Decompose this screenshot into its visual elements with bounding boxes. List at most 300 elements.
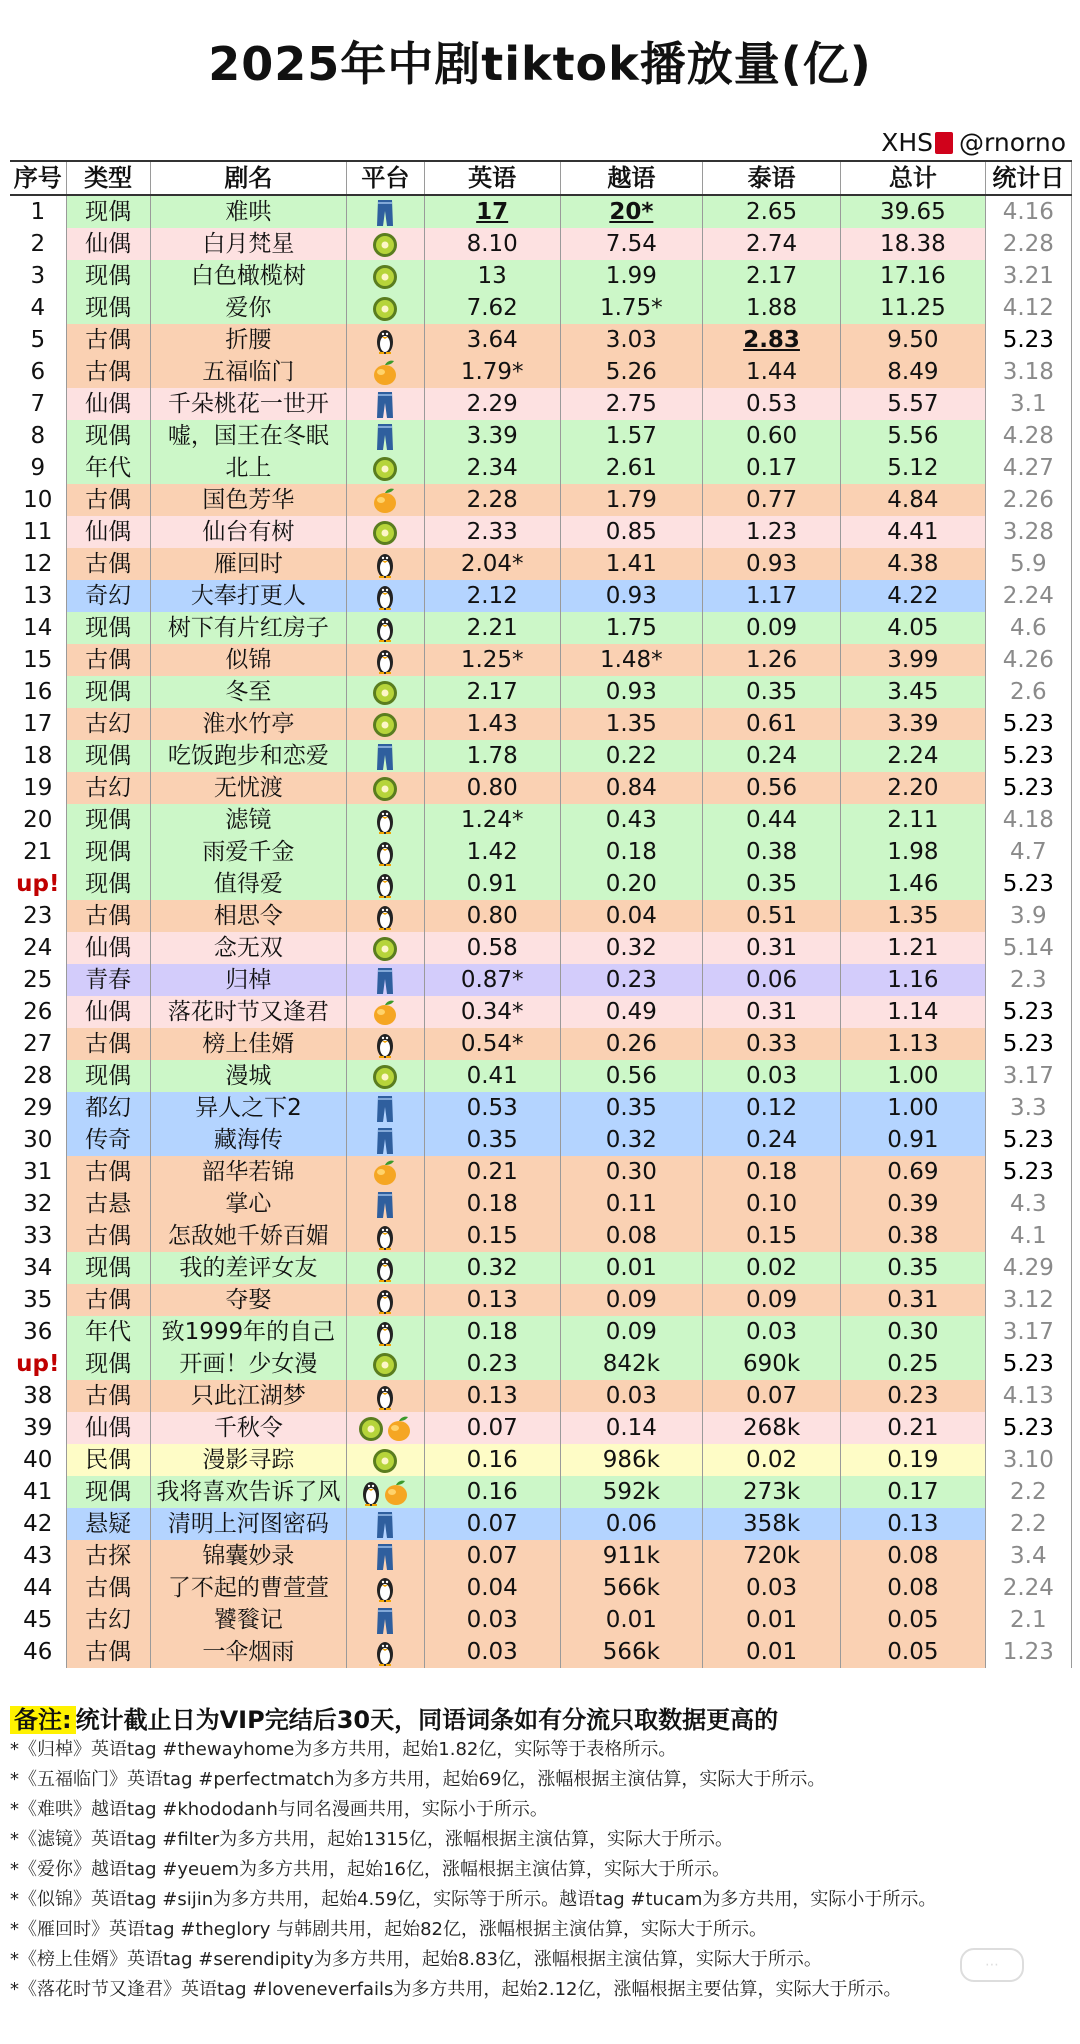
row-genre: 现偶 xyxy=(66,1476,150,1508)
row-title: 了不起的曹萱萱 xyxy=(150,1572,346,1604)
row-thai: 0.35 xyxy=(703,868,841,900)
table-row xyxy=(10,516,1072,548)
tencent-penguin-icon xyxy=(374,1255,396,1281)
row-index: 1 xyxy=(10,195,66,228)
row-date: 5.23 xyxy=(985,708,1071,740)
row-index: 44 xyxy=(10,1572,66,1604)
row-index: 14 xyxy=(10,612,66,644)
row-title: 吃饭跑步和恋爱 xyxy=(150,740,346,772)
row-title: 漫城 xyxy=(150,1060,346,1092)
row-english: 0.87* xyxy=(424,964,560,996)
row-platform xyxy=(347,1572,425,1604)
row-vietnamese: 0.23 xyxy=(560,964,702,996)
table-row xyxy=(10,580,1072,612)
row-platform xyxy=(347,1220,425,1252)
iqiyi-kiwi-icon xyxy=(371,1063,399,1089)
note-line: *《难哄》越语tag #khododanh与同名漫画共用，实际小于所示。 xyxy=(10,1799,548,1820)
row-title: 归棹 xyxy=(150,964,346,996)
row-thai: 0.15 xyxy=(703,1220,841,1252)
row-title: 白月梵星 xyxy=(150,228,346,260)
mango-tv-icon xyxy=(371,999,399,1025)
row-title: 大奉打更人 xyxy=(150,580,346,612)
credit-handle: @rnorno xyxy=(959,128,1066,157)
col-header: 总计 xyxy=(841,161,986,195)
row-thai: 2.83 xyxy=(703,324,841,356)
row-english: 13 xyxy=(424,260,560,292)
watermark-icon: ⋯ xyxy=(960,1948,1024,1982)
row-platform xyxy=(347,1124,425,1156)
row-vietnamese: 0.09 xyxy=(560,1284,702,1316)
row-total: 5.57 xyxy=(841,388,986,420)
note-line: *《似锦》英语tag #sijin为多方共用，起始4.59亿，实际等于所示。越语tag #tucam为多方共用，实际小于所示。 xyxy=(10,1889,937,1910)
row-vietnamese: 2.75 xyxy=(560,388,702,420)
row-vietnamese: 0.93 xyxy=(560,580,702,612)
mango-tv-icon xyxy=(385,1415,413,1441)
table-row xyxy=(10,1636,1072,1668)
table-row xyxy=(10,1380,1072,1412)
row-platform xyxy=(347,900,425,932)
row-genre: 古偶 xyxy=(66,1380,150,1412)
table-row xyxy=(10,1508,1072,1540)
note-line: *《五福临门》英语tag #perfectmatch为多方共用，起始69亿，涨幅根据主演估算，实际大于所示。 xyxy=(10,1769,826,1790)
row-date: 3.10 xyxy=(985,1444,1071,1476)
table-row xyxy=(10,356,1072,388)
row-date: 2.6 xyxy=(985,676,1071,708)
table-row xyxy=(10,1028,1072,1060)
row-total: 0.05 xyxy=(841,1636,986,1668)
row-vietnamese: 0.35 xyxy=(560,1092,702,1124)
row-total: 0.08 xyxy=(841,1540,986,1572)
row-date: 5.23 xyxy=(985,1156,1071,1188)
youku-jeans-icon xyxy=(376,391,394,417)
row-title: 似锦 xyxy=(150,644,346,676)
row-thai: 0.60 xyxy=(703,420,841,452)
row-date: 3.3 xyxy=(985,1092,1071,1124)
tencent-penguin-icon xyxy=(374,903,396,929)
tencent-penguin-icon xyxy=(374,1383,396,1409)
row-platform xyxy=(347,292,425,324)
row-vietnamese: 0.26 xyxy=(560,1028,702,1060)
row-platform xyxy=(347,836,425,868)
row-total: 0.25 xyxy=(841,1348,986,1380)
row-english: 3.39 xyxy=(424,420,560,452)
row-english: 1.78 xyxy=(424,740,560,772)
row-total: 0.69 xyxy=(841,1156,986,1188)
row-english: 0.91 xyxy=(424,868,560,900)
row-thai: 0.77 xyxy=(703,484,841,516)
row-date: 5.23 xyxy=(985,1124,1071,1156)
row-date: 5.23 xyxy=(985,1412,1071,1444)
row-english: 0.32 xyxy=(424,1252,560,1284)
iqiyi-kiwi-icon xyxy=(371,935,399,961)
row-total: 0.31 xyxy=(841,1284,986,1316)
row-title: 雁回时 xyxy=(150,548,346,580)
row-english: 2.04* xyxy=(424,548,560,580)
row-index: 29 xyxy=(10,1092,66,1124)
row-title: 淮水竹亭 xyxy=(150,708,346,740)
row-date: 4.3 xyxy=(985,1188,1071,1220)
row-genre: 古探 xyxy=(66,1540,150,1572)
row-genre: 古偶 xyxy=(66,484,150,516)
row-date: 1.23 xyxy=(985,1636,1071,1668)
row-title: 爱你 xyxy=(150,292,346,324)
row-platform xyxy=(347,1284,425,1316)
row-vietnamese: 0.01 xyxy=(560,1604,702,1636)
row-title: 雨爱千金 xyxy=(150,836,346,868)
row-english: 0.54* xyxy=(424,1028,560,1060)
table-row xyxy=(10,1156,1072,1188)
row-vietnamese: 0.22 xyxy=(560,740,702,772)
row-english: 0.15 xyxy=(424,1220,560,1252)
row-total: 1.35 xyxy=(841,900,986,932)
table-row xyxy=(10,1412,1072,1444)
row-genre: 年代 xyxy=(66,452,150,484)
tencent-penguin-icon xyxy=(374,1031,396,1057)
row-thai: 0.51 xyxy=(703,900,841,932)
row-genre: 古幻 xyxy=(66,772,150,804)
row-title: 开画！少女漫 xyxy=(150,1348,346,1380)
iqiyi-kiwi-icon xyxy=(357,1415,385,1441)
row-thai: 0.02 xyxy=(703,1252,841,1284)
row-platform xyxy=(347,676,425,708)
table-row xyxy=(10,804,1072,836)
row-english: 0.58 xyxy=(424,932,560,964)
row-total: 0.39 xyxy=(841,1188,986,1220)
row-title: 榜上佳婿 xyxy=(150,1028,346,1060)
row-vietnamese: 911k xyxy=(560,1540,702,1572)
row-index: 46 xyxy=(10,1636,66,1668)
row-platform xyxy=(347,1508,425,1540)
row-total: 0.13 xyxy=(841,1508,986,1540)
row-date: 4.13 xyxy=(985,1380,1071,1412)
row-title: 韶华若锦 xyxy=(150,1156,346,1188)
row-title: 难哄 xyxy=(150,195,346,228)
row-platform xyxy=(347,228,425,260)
row-total: 0.21 xyxy=(841,1412,986,1444)
row-thai: 0.93 xyxy=(703,548,841,580)
row-english: 7.62 xyxy=(424,292,560,324)
tencent-penguin-icon xyxy=(374,327,396,353)
row-vietnamese: 566k xyxy=(560,1636,702,1668)
row-thai: 2.65 xyxy=(703,195,841,228)
row-thai: 0.44 xyxy=(703,804,841,836)
row-platform xyxy=(347,356,425,388)
table-row xyxy=(10,932,1072,964)
row-total: 4.41 xyxy=(841,516,986,548)
row-english: 0.18 xyxy=(424,1188,560,1220)
row-date: 5.23 xyxy=(985,772,1071,804)
row-platform xyxy=(347,1092,425,1124)
row-vietnamese: 986k xyxy=(560,1444,702,1476)
table-row xyxy=(10,1444,1072,1476)
iqiyi-kiwi-icon xyxy=(371,519,399,545)
row-platform xyxy=(347,452,425,484)
row-total: 1.00 xyxy=(841,1060,986,1092)
row-date: 3.18 xyxy=(985,356,1071,388)
youku-jeans-icon xyxy=(376,199,394,225)
table-row xyxy=(10,740,1072,772)
youku-jeans-icon xyxy=(376,967,394,993)
table-row xyxy=(10,1188,1072,1220)
row-english: 0.07 xyxy=(424,1508,560,1540)
row-index: 11 xyxy=(10,516,66,548)
row-vietnamese: 2.61 xyxy=(560,452,702,484)
row-vietnamese: 842k xyxy=(560,1348,702,1380)
row-index: 10 xyxy=(10,484,66,516)
row-genre: 古偶 xyxy=(66,1572,150,1604)
row-index: 7 xyxy=(10,388,66,420)
row-vietnamese: 0.01 xyxy=(560,1252,702,1284)
row-title: 冬至 xyxy=(150,676,346,708)
row-vietnamese: 0.09 xyxy=(560,1316,702,1348)
row-thai: 0.38 xyxy=(703,836,841,868)
tencent-penguin-icon xyxy=(374,839,396,865)
row-thai: 0.24 xyxy=(703,1124,841,1156)
row-platform xyxy=(347,324,425,356)
row-platform xyxy=(347,1412,425,1444)
row-index: 17 xyxy=(10,708,66,740)
tencent-penguin-icon xyxy=(360,1479,382,1505)
row-vietnamese: 5.26 xyxy=(560,356,702,388)
row-index: 43 xyxy=(10,1540,66,1572)
table-row xyxy=(10,292,1072,324)
row-english: 0.80 xyxy=(424,900,560,932)
row-english: 0.04 xyxy=(424,1572,560,1604)
row-date: 5.23 xyxy=(985,1348,1071,1380)
row-title: 五福临门 xyxy=(150,356,346,388)
row-genre: 古偶 xyxy=(66,1284,150,1316)
notes-header xyxy=(10,1700,1070,1735)
row-genre: 古偶 xyxy=(66,1028,150,1060)
row-total: 17.16 xyxy=(841,260,986,292)
row-genre: 青春 xyxy=(66,964,150,996)
row-total: 5.56 xyxy=(841,420,986,452)
row-index: 13 xyxy=(10,580,66,612)
row-genre: 古偶 xyxy=(66,324,150,356)
row-title: 无忧渡 xyxy=(150,772,346,804)
iqiyi-kiwi-icon xyxy=(371,455,399,481)
row-date: 3.12 xyxy=(985,1284,1071,1316)
row-date: 4.1 xyxy=(985,1220,1071,1252)
row-platform xyxy=(347,740,425,772)
row-platform xyxy=(347,964,425,996)
row-total: 0.91 xyxy=(841,1124,986,1156)
row-genre: 民偶 xyxy=(66,1444,150,1476)
row-platform xyxy=(347,644,425,676)
ranking-table xyxy=(10,160,1072,1668)
row-date: 5.23 xyxy=(985,1028,1071,1060)
row-platform xyxy=(347,1252,425,1284)
row-index: 32 xyxy=(10,1188,66,1220)
notes-section xyxy=(10,1700,1070,2005)
row-genre: 仙偶 xyxy=(66,228,150,260)
row-title: 清明上河图密码 xyxy=(150,1508,346,1540)
row-index: 16 xyxy=(10,676,66,708)
row-english: 0.07 xyxy=(424,1412,560,1444)
row-english: 1.79* xyxy=(424,356,560,388)
tencent-penguin-icon xyxy=(374,1575,396,1601)
row-thai: 0.01 xyxy=(703,1636,841,1668)
iqiyi-kiwi-icon xyxy=(371,679,399,705)
table-row xyxy=(10,772,1072,804)
row-date: 2.2 xyxy=(985,1476,1071,1508)
row-genre: 现偶 xyxy=(66,676,150,708)
row-date: 3.1 xyxy=(985,388,1071,420)
row-english: 0.03 xyxy=(424,1636,560,1668)
row-total: 0.23 xyxy=(841,1380,986,1412)
note-line: *《爱你》越语tag #yeuem为多方共用，起始16亿，涨幅根据主演估算，实际大于所示。 xyxy=(10,1859,730,1880)
iqiyi-kiwi-icon xyxy=(371,295,399,321)
row-english: 2.21 xyxy=(424,612,560,644)
row-vietnamese: 1.57 xyxy=(560,420,702,452)
table-row xyxy=(10,900,1072,932)
table-row xyxy=(10,452,1072,484)
row-vietnamese: 0.06 xyxy=(560,1508,702,1540)
row-date: 5.23 xyxy=(985,740,1071,772)
row-index: 21 xyxy=(10,836,66,868)
row-platform xyxy=(347,1380,425,1412)
row-title: 夺娶 xyxy=(150,1284,346,1316)
tencent-penguin-icon xyxy=(374,1639,396,1665)
row-english: 2.34 xyxy=(424,452,560,484)
youku-jeans-icon xyxy=(376,1607,394,1633)
row-date: 4.27 xyxy=(985,452,1071,484)
row-title: 锦囊妙录 xyxy=(150,1540,346,1572)
row-title: 念无双 xyxy=(150,932,346,964)
col-header: 统计日 xyxy=(985,161,1071,195)
row-english: 0.16 xyxy=(424,1444,560,1476)
row-platform xyxy=(347,1316,425,1348)
row-genre: 现偶 xyxy=(66,292,150,324)
youku-jeans-icon xyxy=(376,423,394,449)
row-title: 藏海传 xyxy=(150,1124,346,1156)
row-title: 致1999年的自己 xyxy=(150,1316,346,1348)
note-line: *《落花时节又逢君》英语tag #loveneverfails为多方共用，起始2.12亿，涨幅根据主要估算，实际大于所示。 xyxy=(10,1979,902,2000)
row-date: 2.1 xyxy=(985,1604,1071,1636)
tencent-penguin-icon xyxy=(374,615,396,641)
row-index: 34 xyxy=(10,1252,66,1284)
row-total: 0.19 xyxy=(841,1444,986,1476)
row-genre: 古幻 xyxy=(66,1604,150,1636)
row-genre: 现偶 xyxy=(66,195,150,228)
youku-jeans-icon xyxy=(376,1191,394,1217)
youku-jeans-icon xyxy=(376,1127,394,1153)
row-thai: 0.10 xyxy=(703,1188,841,1220)
row-platform xyxy=(347,1188,425,1220)
table-row xyxy=(10,1124,1072,1156)
row-thai: 0.03 xyxy=(703,1060,841,1092)
table-row xyxy=(10,548,1072,580)
row-title: 一伞烟雨 xyxy=(150,1636,346,1668)
row-thai: 1.17 xyxy=(703,580,841,612)
row-vietnamese: 3.03 xyxy=(560,324,702,356)
row-total: 4.22 xyxy=(841,580,986,612)
credit xyxy=(881,128,1066,157)
row-title: 相思令 xyxy=(150,900,346,932)
row-date: 3.4 xyxy=(985,1540,1071,1572)
row-platform xyxy=(347,868,425,900)
table-row xyxy=(10,964,1072,996)
mango-tv-icon xyxy=(371,1159,399,1185)
row-date: 2.3 xyxy=(985,964,1071,996)
row-date: 4.16 xyxy=(985,195,1071,228)
row-english: 0.21 xyxy=(424,1156,560,1188)
row-platform xyxy=(347,580,425,612)
row-genre: 古偶 xyxy=(66,1220,150,1252)
row-total: 3.99 xyxy=(841,644,986,676)
row-english: 0.13 xyxy=(424,1380,560,1412)
row-genre: 仙偶 xyxy=(66,932,150,964)
row-platform xyxy=(347,1156,425,1188)
row-genre: 仙偶 xyxy=(66,388,150,420)
row-index: up! xyxy=(10,868,66,900)
row-genre: 现偶 xyxy=(66,868,150,900)
row-thai: 0.06 xyxy=(703,964,841,996)
row-index: 27 xyxy=(10,1028,66,1060)
row-title: 漫影寻踪 xyxy=(150,1444,346,1476)
row-index: 15 xyxy=(10,644,66,676)
row-vietnamese: 7.54 xyxy=(560,228,702,260)
row-total: 2.20 xyxy=(841,772,986,804)
credit-source: XHS xyxy=(881,128,934,157)
row-genre: 现偶 xyxy=(66,260,150,292)
row-total: 0.38 xyxy=(841,1220,986,1252)
row-genre: 年代 xyxy=(66,1316,150,1348)
tencent-penguin-icon xyxy=(374,807,396,833)
row-english: 2.28 xyxy=(424,484,560,516)
row-thai: 0.17 xyxy=(703,452,841,484)
row-index: 42 xyxy=(10,1508,66,1540)
row-title: 仙台有树 xyxy=(150,516,346,548)
row-total: 3.45 xyxy=(841,676,986,708)
row-index: 39 xyxy=(10,1412,66,1444)
row-total: 2.24 xyxy=(841,740,986,772)
row-title: 落花时节又逢君 xyxy=(150,996,346,1028)
row-genre: 都幻 xyxy=(66,1092,150,1124)
row-index: 33 xyxy=(10,1220,66,1252)
row-genre: 古偶 xyxy=(66,1636,150,1668)
row-vietnamese: 1.75* xyxy=(560,292,702,324)
table-row xyxy=(10,644,1072,676)
row-index: 28 xyxy=(10,1060,66,1092)
row-date: 3.9 xyxy=(985,900,1071,932)
row-date: 5.23 xyxy=(985,996,1071,1028)
row-title: 嘘，国王在冬眠 xyxy=(150,420,346,452)
col-header: 序号 xyxy=(10,161,66,195)
iqiyi-kiwi-icon xyxy=(371,711,399,737)
row-total: 4.05 xyxy=(841,612,986,644)
row-index: 24 xyxy=(10,932,66,964)
table-row xyxy=(10,324,1072,356)
row-thai: 358k xyxy=(703,1508,841,1540)
row-date: 4.7 xyxy=(985,836,1071,868)
row-total: 0.35 xyxy=(841,1252,986,1284)
row-platform xyxy=(347,1540,425,1572)
row-date: 4.28 xyxy=(985,420,1071,452)
row-vietnamese: 0.20 xyxy=(560,868,702,900)
table-row xyxy=(10,708,1072,740)
row-thai: 0.07 xyxy=(703,1380,841,1412)
row-english: 0.07 xyxy=(424,1540,560,1572)
row-total: 1.98 xyxy=(841,836,986,868)
table-row xyxy=(10,1284,1072,1316)
row-total: 1.46 xyxy=(841,868,986,900)
row-total: 5.12 xyxy=(841,452,986,484)
row-platform xyxy=(347,484,425,516)
row-index: 41 xyxy=(10,1476,66,1508)
row-english: 2.17 xyxy=(424,676,560,708)
row-thai: 0.12 xyxy=(703,1092,841,1124)
